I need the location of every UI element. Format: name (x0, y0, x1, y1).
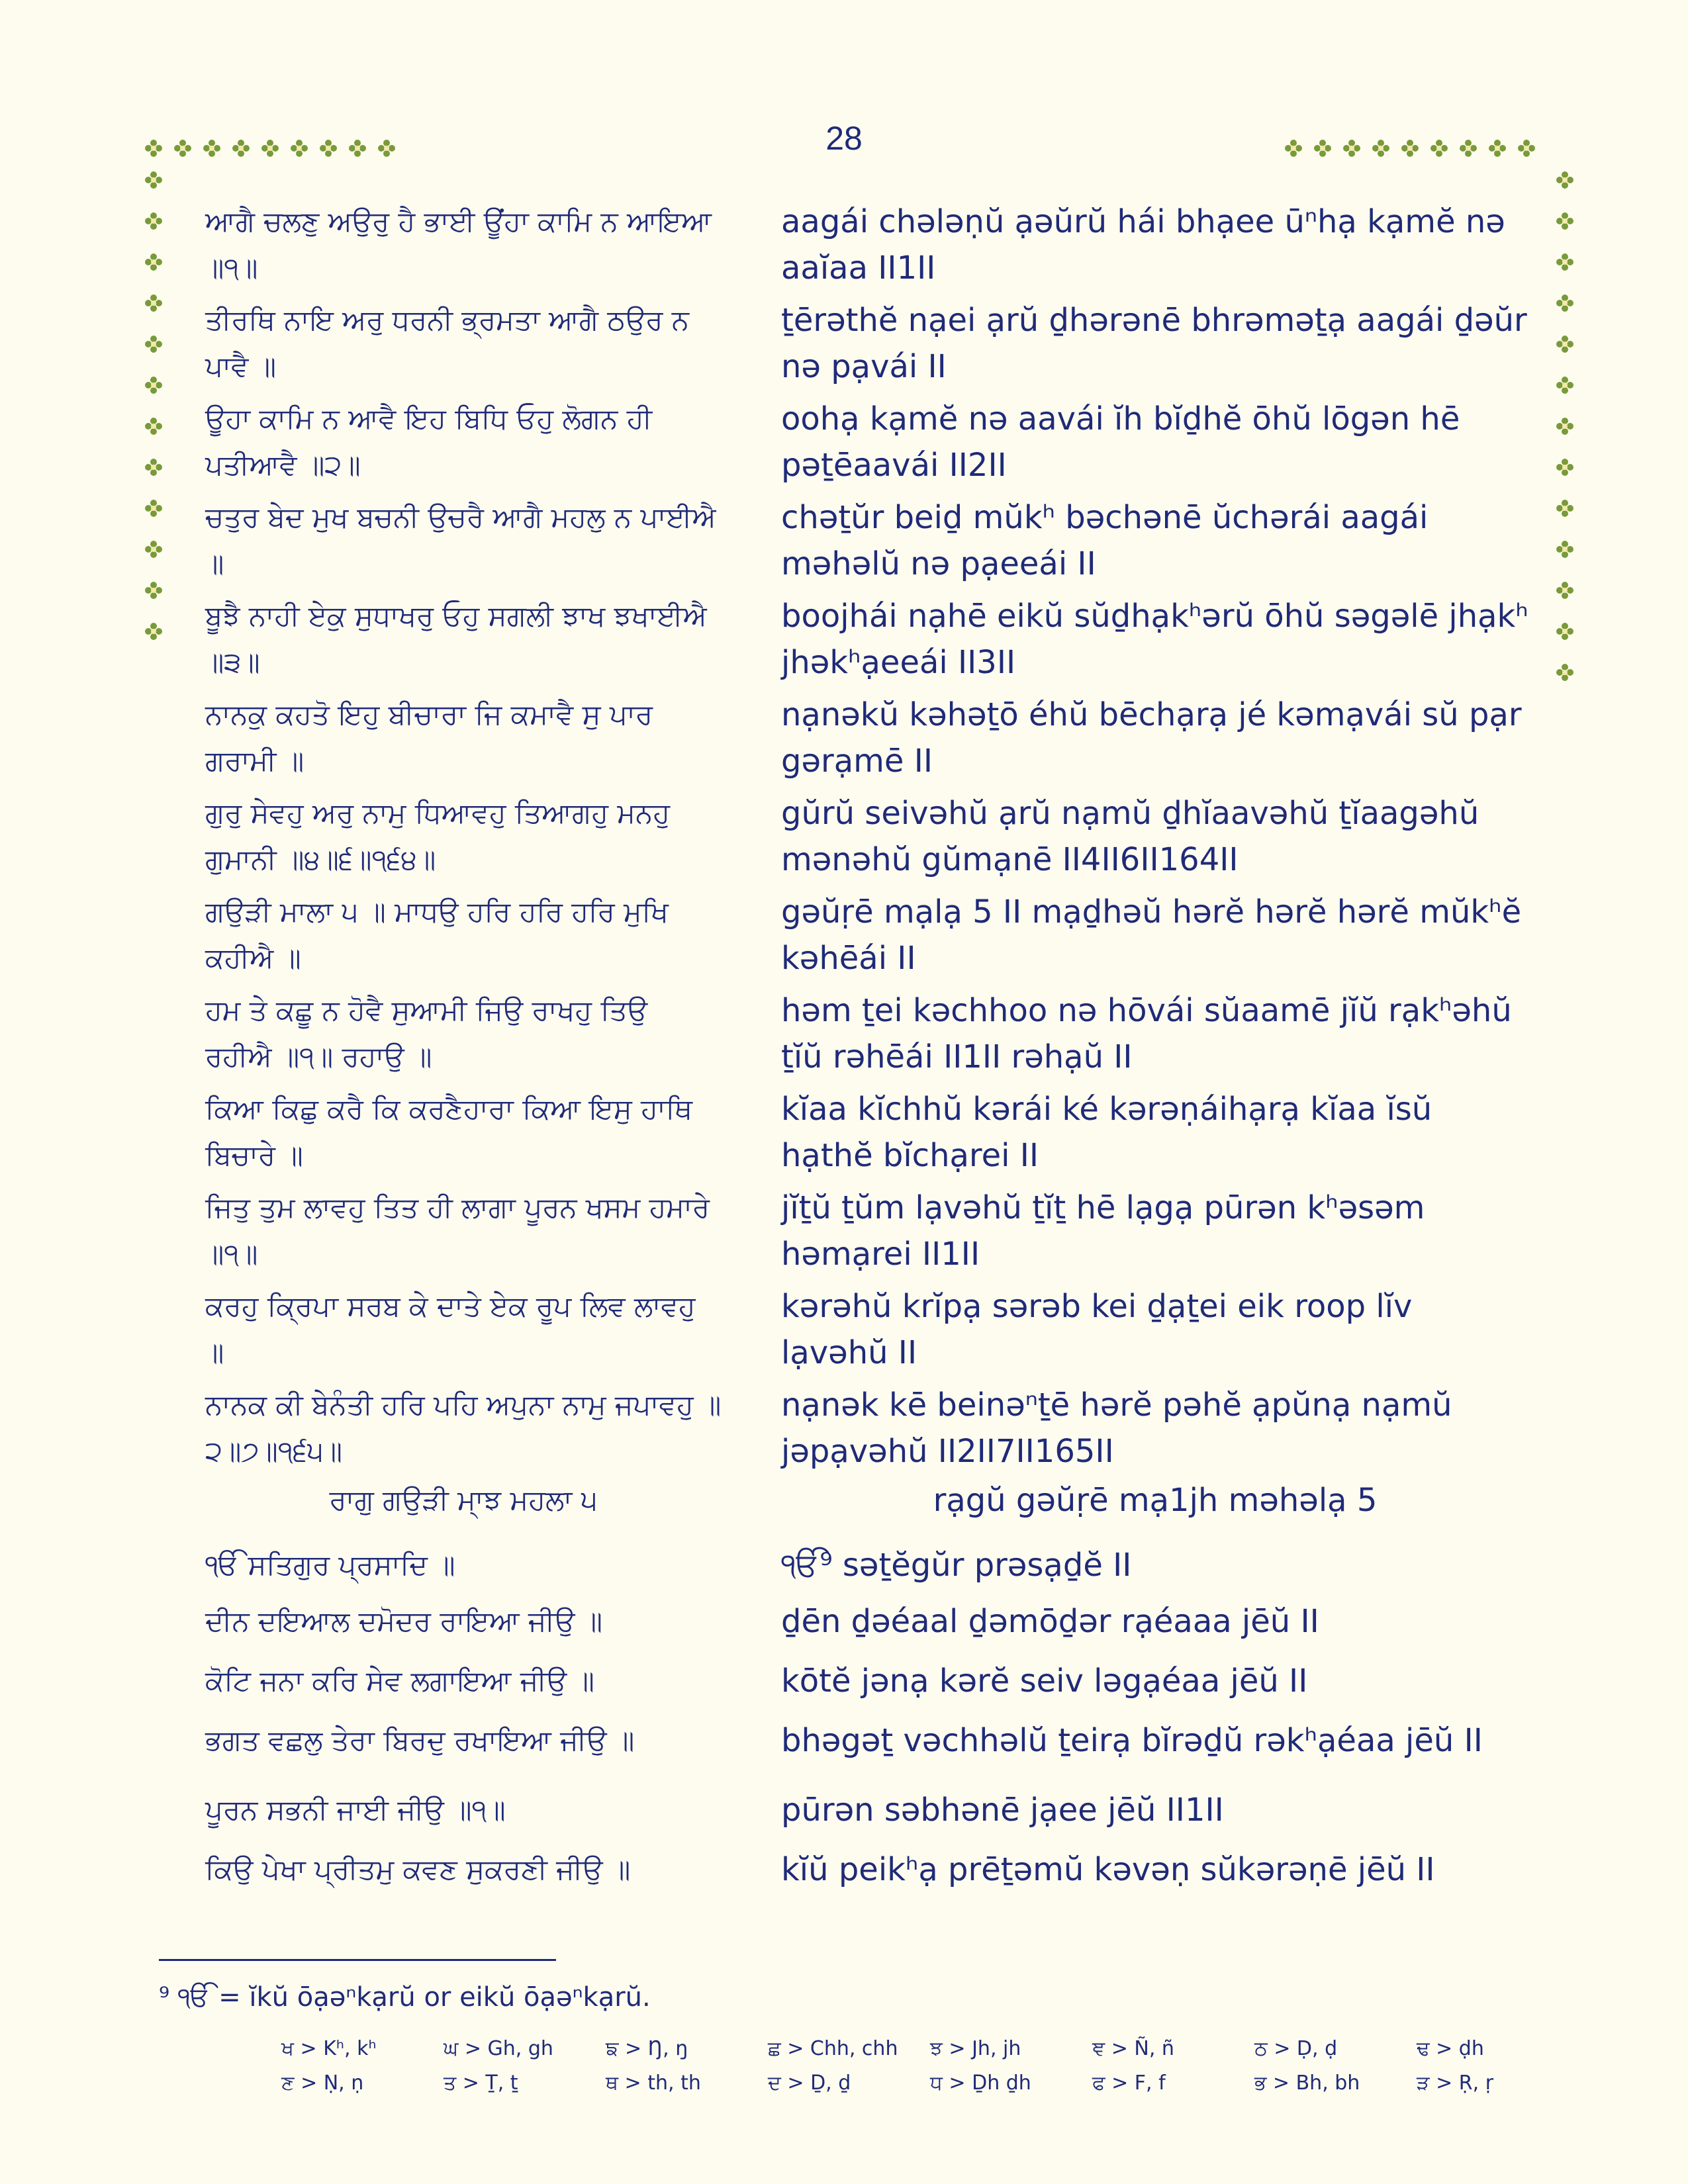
transliteration-text: gŭrŭ seivəhŭ ạrŭ nạmŭ ḏhĭaavəhŭ ṯĭaagəhŭ mənəhŭ gŭmạnē II4II6II164II (781, 795, 1479, 878)
flower-ornament-icon (144, 335, 163, 353)
flower-ornament-icon (1556, 540, 1574, 559)
gurmukhi-text: ਚਤੁਰ ਬੇਦ ਮੁਖ ਬਚਨੀ ਉਚਰੈ ਆਗੈ ਮਹਲੁ ਨ ਪਾਈਐ ॥ (205, 501, 716, 580)
gurmukhi-text: ਭਗਤ ਵਛਲੁ ਤੇਰਾ ਬਿਰਦੁ ਰਖਾਇਆ ਜੀਉ ॥ (205, 1724, 635, 1756)
flower-ornament-icon (1313, 139, 1332, 158)
gurmukhi-text: ਊਹਾ ਕਾਮਿ ਨ ਆਵੈ ਇਹ ਬਿਧਿ ਓਹੁ ਲੋਗਨ ਹੀ ਪਤੀਆਵੈ ॥੨॥ (205, 402, 653, 481)
flower-ornament-icon (348, 139, 367, 158)
key-entry: ਫ > F, f (1092, 2071, 1166, 2095)
gurmukhi-text: ਆਗੈ ਚਲਣੁ ਅਉਰੁ ਹੈ ਭਾਈ ਊਂਹਾ ਕਾਮਿ ਨ ਆਇਆ ॥੧॥ (205, 205, 712, 284)
flower-ornament-icon (144, 212, 163, 230)
transliteration-text: ḏēn ḏəéaal ḏəmōḏər rạéaaa jēŭ II (781, 1603, 1319, 1640)
gurmukhi-text: ਨਾਨਕੁ ਕਹਤੋ ਇਹੁ ਬੀਚਾਰਾ ਜਿ ਕਮਾਵੈ ਸੁ ਪਾਰ ਗਰਾਮੀ ॥ (205, 698, 653, 777)
flower-ornament-icon (144, 253, 163, 271)
flower-ornament-icon (203, 139, 221, 158)
flower-ornament-icon (144, 622, 163, 641)
flower-ornament-icon (1556, 171, 1574, 189)
gurmukhi-text: ਪੂਰਨ ਸਭਨੀ ਜਾਈ ਜੀਉ ॥੧॥ (205, 1794, 506, 1826)
flower-ornament-icon (144, 540, 163, 559)
transliteration-text: chəṯŭr beiḏ mŭkʰ bəchənē ŭchərái aagái məhəlŭ nə pạeeái II (781, 499, 1429, 582)
flower-ornament-icon (1430, 139, 1448, 158)
gurmukhi-text: ਕਿਆ ਕਿਛੁ ਕਰੈ ਕਿ ਕਰਣੈਹਾਰਾ ਕਿਆ ਇਸੁ ਹਾਥਿ ਬਿਚਾਰੇ ॥ (205, 1093, 693, 1171)
gurmukhi-text: ੴ ਸਤਿਗੁਰ ਪ੍ਰਸਾਦਿ ॥ (205, 1549, 455, 1581)
flower-ornament-icon (1556, 294, 1574, 312)
gurmukhi-text: ਹਮ ਤੇ ਕਛੂ ਨ ਹੋਵੈ ਸੁਆਮੀ ਜਿਉ ਰਾਖਹੁ ਤਿਉ ਰਹੀਐ ॥੧॥ ਰਹਾਉ ॥ (205, 994, 648, 1073)
flower-ornament-icon (290, 139, 308, 158)
flower-ornament-icon (1556, 376, 1574, 394)
transliteration-text: ṯērəthĕ nạei ạrŭ ḏhərənē bhrəməṯạ aagái ḏəŭr nə pạvái II (781, 302, 1527, 385)
transliteration-text: rạgŭ gəŭṛē mạ1jh məhəlạ 5 (933, 1482, 1378, 1519)
flower-ornament-icon (1284, 139, 1303, 158)
flower-ornament-icon (144, 458, 163, 477)
flower-ornament-icon (144, 376, 163, 394)
gurmukhi-text: ਕਿਉ ਪੇਖਾ ਪ੍ਰੀਤਮੁ ਕਵਣ ਸੁਕਰਣੀ ਜੀਉ ॥ (205, 1853, 631, 1886)
key-entry: ਘ > Gh, gh (444, 2037, 553, 2060)
flower-ornament-icon (1556, 581, 1574, 600)
flower-ornament-icon (1556, 458, 1574, 477)
gurmukhi-text: ਬੂਝੈ ਨਾਹੀ ਏਕੁ ਸੁਧਾਖਰੁ ਓਹੁ ਸਗਲੀ ਝਾਖ ਝਖਾਈਐ ॥੩॥ (205, 600, 707, 678)
gurmukhi-text: ਦੀਨ ਦਇਆਲ ਦਮੋਦਰ ਰਾਇਆ ਜੀਉ ॥ (205, 1605, 603, 1637)
gurmukhi-text: ਰਾਗੁ ਗਉੜੀ ਮਾ੍ਝ ਮਹਲਾ ੫ (329, 1484, 598, 1516)
flower-ornament-icon (1556, 499, 1574, 518)
key-row (281, 2032, 1579, 2066)
flower-ornament-icon (1401, 139, 1419, 158)
transliteration-key (281, 2032, 1579, 2101)
transliteration-text: bhəgəṯ vəchhəlŭ ṯeirạ bĭrəḏŭ rəkʰạéaa jēŭ II (781, 1722, 1483, 1759)
gurmukhi-text: ਗਉੜੀ ਮਾਲਾ ੫ ॥ ਮਾਧਉ ਹਰਿ ਹਰਿ ਹਰਿ ਮੁਖਿ ਕਹੀਐ ॥ (205, 895, 669, 974)
footnote: ⁹ ੴ = ĭkŭ ōạəⁿkạrŭ or eikŭ ōạəⁿkạrŭ. (159, 1982, 651, 2013)
flower-ornament-icon (144, 499, 163, 518)
flower-ornament-icon (1556, 253, 1574, 271)
flower-ornament-icon (1556, 622, 1574, 641)
key-entry: ਭ > Bh, bh (1254, 2071, 1360, 2095)
flower-ornament-icon (261, 139, 279, 158)
key-entry: ਠ > Ḍ, ḍ (1254, 2037, 1338, 2060)
flower-ornament-icon (319, 139, 338, 158)
transliteration-text: ੴ⁹ səṯĕgŭr prəsạḏĕ II (781, 1547, 1132, 1584)
flower-ornament-icon (1488, 139, 1507, 158)
gurmukhi-text: ਨਾਨਕ ਕੀ ਬੇਨੰਤੀ ਹਰਿ ਪਹਿ ਅਪੁਨਾ ਨਾਮੁ ਜਪਾਵਹੁ ॥੨॥੭॥੧੬੫॥ (205, 1388, 722, 1467)
flower-ornament-icon (1342, 139, 1361, 158)
flower-ornament-icon (144, 139, 163, 158)
flower-ornament-icon (144, 171, 163, 189)
flower-ornament-icon (1556, 417, 1574, 435)
transliteration-text: həm ṯei kəchhoo nə hōvái sŭaamē jĭŭ rạkʰəhŭ ṯĭŭ rəhēái II1II rəhạŭ II (781, 992, 1512, 1075)
key-entry: ਙ > Ŋ, ŋ (606, 2037, 688, 2060)
transliteration-text: nạnəkŭ kəhəṯō éhŭ bēchạrạ jé kəmạvái sŭ pạr gərạmē II (781, 696, 1522, 780)
flower-ornament-icon (1556, 212, 1574, 230)
transliteration-text: jĭṯŭ ṯŭm lạvəhŭ ṯĭṯ hē lạgạ pūrən kʰəsəm həmạrei II1II (781, 1189, 1425, 1273)
transliteration-text: oohạ kạmĕ nə aavái ĭh bĭḏhĕ ōhŭ lōgən hē pəṯēaavái II2II (781, 400, 1460, 484)
flower-ornament-icon (144, 581, 163, 600)
flower-ornament-icon (144, 294, 163, 312)
gurmukhi-text: ਗੁਰੁ ਸੇਵਹੁ ਅਰੁ ਨਾਮੁ ਧਿਆਵਹੁ ਤਿਆਗਹੁ ਮਨਹੁ ਗੁਮਾਨੀ ॥੪॥੬॥੧੬੪॥ (205, 797, 671, 876)
key-entry: ਦ > Ḏ, ḏ (768, 2071, 851, 2095)
key-entry: ਝ > Jh, jh (930, 2037, 1021, 2060)
key-entry: ਢ > ḍh (1417, 2037, 1484, 2060)
flower-ornament-icon (1517, 139, 1536, 158)
flower-ornament-icon (144, 417, 163, 435)
transliteration-text: aagái chələṇŭ ạəŭrŭ hái bhạee ūⁿhạ kạmĕ nə aaĭaa II1II (781, 203, 1505, 287)
key-entry: ਥ > th, th (606, 2071, 701, 2095)
transliteration-text: nạnək kē beinəⁿṯē hərĕ pəhĕ ạpŭnạ nạmŭ jəpạvəhŭ II2II7II165II (781, 1387, 1452, 1470)
transliteration-text: kərəhŭ krĭpạ sərəb kei ḏạṯei eik roop lĭv lạvəhŭ II (781, 1288, 1413, 1371)
gurmukhi-text: ਤੀਰਥਿ ਨਾਇ ਅਰੁ ਧਰਨੀ ਭ੍ਰਮਤਾ ਆਗੈ ਠਉਰ ਨ ਪਾਵੈ ॥ (205, 304, 689, 383)
key-entry: ਞ > Ñ, ñ (1092, 2037, 1174, 2060)
flower-ornament-icon (1556, 335, 1574, 353)
gurmukhi-text: ਕਰਹੁ ਕ੍ਰਿਪਾ ਸਰਬ ਕੇ ਦਾਤੇ ਏਕ ਰੂਪ ਲਿਵ ਲਾਵਹੁ ॥ (205, 1290, 696, 1369)
key-entry: ਛ > Chh, chh (768, 2037, 898, 2060)
flower-ornament-icon (173, 139, 192, 158)
flower-ornament-icon (377, 139, 396, 158)
key-entry: ੜ > Ṛ, ṛ (1417, 2071, 1494, 2095)
flower-ornament-icon (1372, 139, 1390, 158)
key-entry: ਖ > Kʰ, kʰ (281, 2037, 377, 2060)
key-row (281, 2066, 1579, 2101)
transliteration-text: gəŭṛē mạlạ 5 II mạḏhəŭ hərĕ hərĕ hərĕ mŭkʰĕ kəhēái II (781, 893, 1522, 977)
transliteration-text: kĭaa kĭchhŭ kərái ké kərəṇáihạrạ kĭaa ĭsŭ hạthĕ bĭchạrei II (781, 1091, 1432, 1174)
gurmukhi-text: ਕੋਟਿ ਜਨਾ ਕਰਿ ਸੇਵ ਲਗਾਇਆ ਜੀਉ ॥ (205, 1664, 594, 1697)
key-entry: ਣ > Ṇ, ṇ (281, 2071, 364, 2095)
flower-ornament-icon (1556, 663, 1574, 682)
footnote-rule (159, 1959, 556, 1961)
transliteration-text: boojhái nạhē eikŭ sŭḏhạkʰərŭ ōhŭ səgəlē jhạkʰ jhəkʰạeeái II3II (781, 598, 1528, 681)
flower-ornament-icon (232, 139, 250, 158)
key-entry: ਤ > Ṯ, ṯ (444, 2071, 518, 2095)
transliteration-text: pūrən səbhənē jạee jēŭ II1II (781, 1792, 1224, 1829)
gurmukhi-text: ਜਿਤੁ ਤੁਮ ਲਾਵਹੁ ਤਿਤ ਹੀ ਲਾਗਾ ਪੂਰਨ ਖਸਮ ਹਮਾਰੇ ॥੧॥ (205, 1191, 710, 1270)
key-entry: ਧ > Ḏh ḏh (930, 2071, 1031, 2095)
transliteration-text: kĭŭ peikʰạ prēṯəmŭ kəvəṇ sŭkərəṇē jēŭ II (781, 1851, 1435, 1888)
flower-ornament-icon (1459, 139, 1477, 158)
transliteration-text: kōtĕ jənạ kərĕ seiv ləgạéaa jēŭ II (781, 1662, 1308, 1700)
page-number: 28 (825, 120, 863, 157)
